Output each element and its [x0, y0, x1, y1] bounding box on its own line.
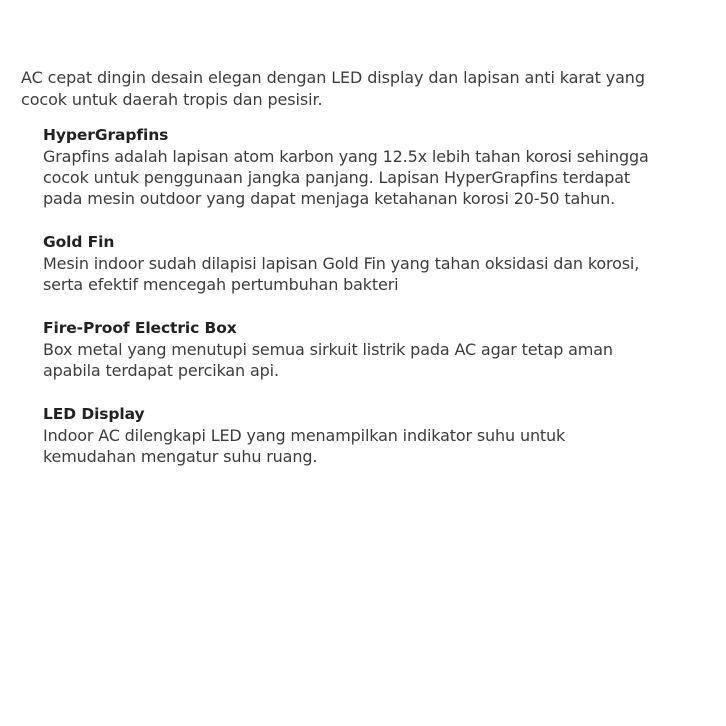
- feature-description: [43, 425, 711, 467]
- feature-desc-line: Grapfins adalah lapisan atom karbon yang 12.5x lebih tahan korosi sehingga: [43, 147, 649, 166]
- feature-title: LED Display: [43, 405, 145, 423]
- feature-description: [43, 146, 711, 209]
- feature-desc-line: Mesin indoor sudah dilapisi lapisan Gold Fin yang tahan oksidasi dan korosi,: [43, 254, 640, 273]
- intro-line-2: cocok untuk daerah tropis dan pesisir.: [21, 90, 323, 109]
- feature-desc-line: serta efektif mencegah pertumbuhan bakteri: [43, 275, 399, 294]
- intro-paragraph: [21, 67, 711, 111]
- feature-desc-line: Indoor AC dilengkapi LED yang menampilkan indikator suhu untuk: [43, 426, 566, 445]
- feature-title: Gold Fin: [43, 233, 115, 251]
- feature-desc-line: apabila terdapat percikan api.: [43, 361, 279, 380]
- feature-gold-fin: [43, 232, 711, 295]
- feature-desc-line: cocok untuk penggunaan jangka panjang. Lapisan HyperGrapfins terdapat: [43, 168, 630, 187]
- feature-desc-line: pada mesin outdoor yang dapat menjaga ketahanan korosi 20-50 tahun.: [43, 189, 616, 208]
- feature-desc-line: kemudahan mengatur suhu ruang.: [43, 447, 318, 466]
- feature-description: [43, 253, 711, 295]
- intro-line-1: AC cepat dingin desain elegan dengan LED display dan lapisan anti karat yang: [21, 68, 645, 87]
- feature-title: HyperGrapfins: [43, 126, 169, 144]
- product-description: [21, 67, 711, 490]
- feature-hypergrapfins: [43, 125, 711, 209]
- feature-description: [43, 339, 711, 381]
- feature-title: Fire-Proof Electric Box: [43, 319, 237, 337]
- feature-desc-line: Box metal yang menutupi semua sirkuit listrik pada AC agar tetap aman: [43, 340, 613, 359]
- feature-led-display: [43, 404, 711, 467]
- feature-fire-proof-electric-box: [43, 318, 711, 381]
- feature-list: [21, 125, 711, 467]
